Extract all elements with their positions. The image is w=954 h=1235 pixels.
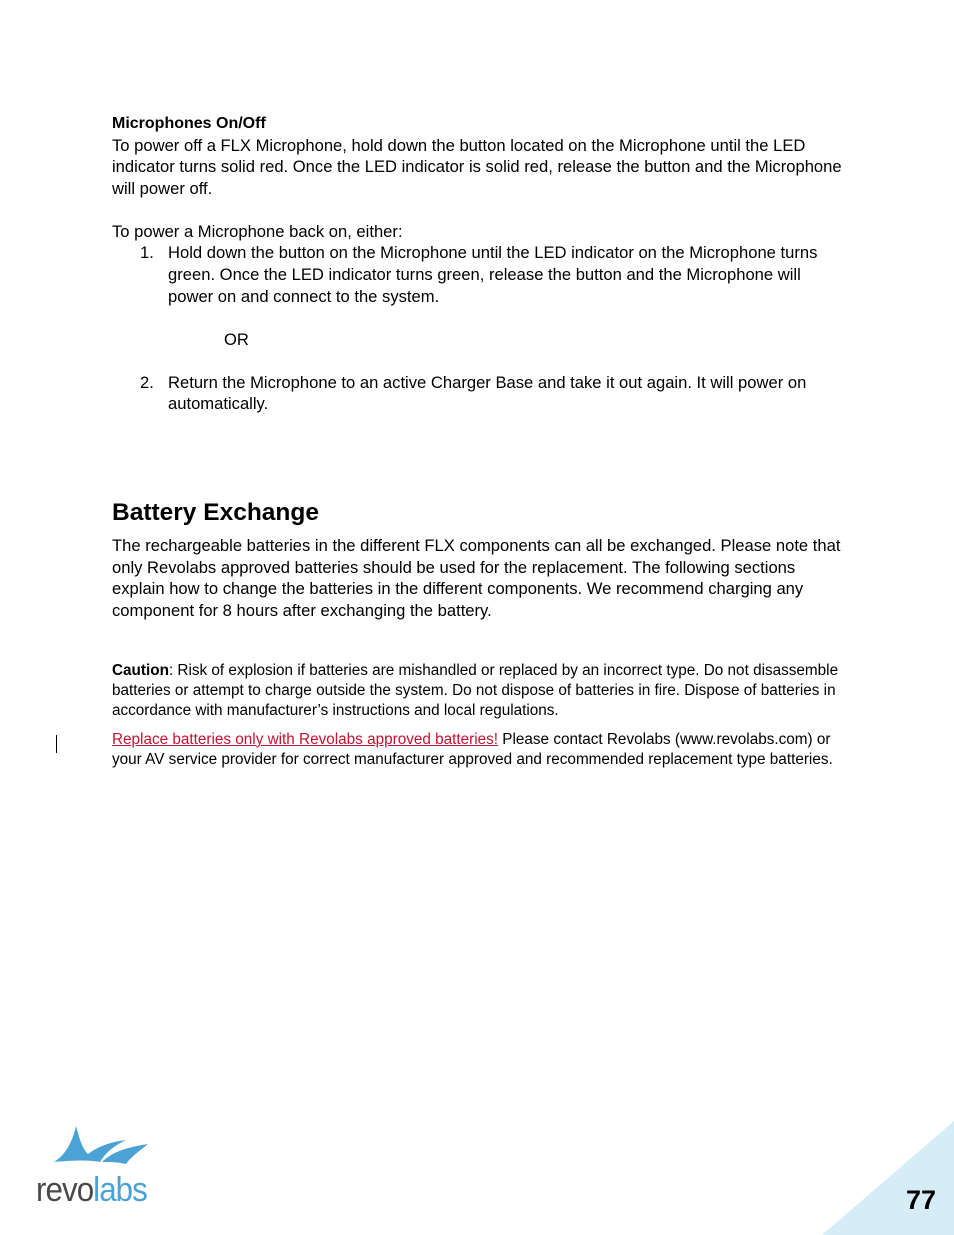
section-heading-battery-exchange: Battery Exchange <box>112 498 319 526</box>
page-corner-tab <box>822 1121 954 1235</box>
caution-paragraph <box>112 661 842 720</box>
battery-exchange-body: The rechargeable batteries in the different FLX components can all be exchanged. Please note that only Revolabs approved batteries should be used for the replacement. The following sections explain how to change the batteries in the different components. We recommend charging any component for 8 hours after exchanging the battery. <box>112 535 841 620</box>
logo-wordmark: revolabs <box>36 1171 147 1209</box>
revision-bar <box>56 735 57 753</box>
caution-label: Caution <box>112 662 169 680</box>
microphones-intro-paragraph: To power off a FLX Microphone, hold down the button located on the Microphone until the LED indicator turns solid red. Once the LED indicator is solid red, release the button and the Microphone will power off. <box>112 135 842 198</box>
shark-fin-icon <box>50 1122 160 1170</box>
power-on-steps-continued <box>112 372 842 415</box>
step-text: Hold down the button on the Microphone until the LED indicator on the Microphone turns green. Once the LED indicator turns green, release the button and the Microphone will power on and connect to the system. <box>168 243 818 306</box>
step-number: 2. <box>140 372 154 392</box>
or-separator: OR <box>224 329 249 349</box>
section-heading-microphones: Microphones On/Off <box>112 115 266 132</box>
list-item <box>112 242 842 307</box>
page-content <box>112 113 842 769</box>
list-item <box>112 372 842 415</box>
power-on-steps <box>112 242 842 307</box>
replace-paragraph <box>112 730 842 770</box>
caution-text: : Risk of explosion if batteries are mishandled or replaced by an incorrect type. Do not disassemble batteries or attempt to charge outside the system. Do not dispose of batteries in fire. Dispose of batteries in accordance with manufacturer’s instructions and local regulations. <box>112 662 839 719</box>
step-number: 1. <box>140 243 154 263</box>
page-number: 77 <box>905 1185 936 1215</box>
replace-text: Please contact Revolabs (www.revolabs.com) or your AV service provider for correct manufacturer approved and recommended replacement type batteries. <box>112 730 833 768</box>
power-on-intro: To power a Microphone back on, either: <box>112 221 403 241</box>
step-text: Return the Microphone to an active Charger Base and take it out again. It will power on automatically. <box>168 372 807 414</box>
revolabs-logo <box>36 1122 154 1212</box>
replace-batteries-link[interactable]: Replace batteries only with Revolabs approved batteries! <box>112 730 499 748</box>
